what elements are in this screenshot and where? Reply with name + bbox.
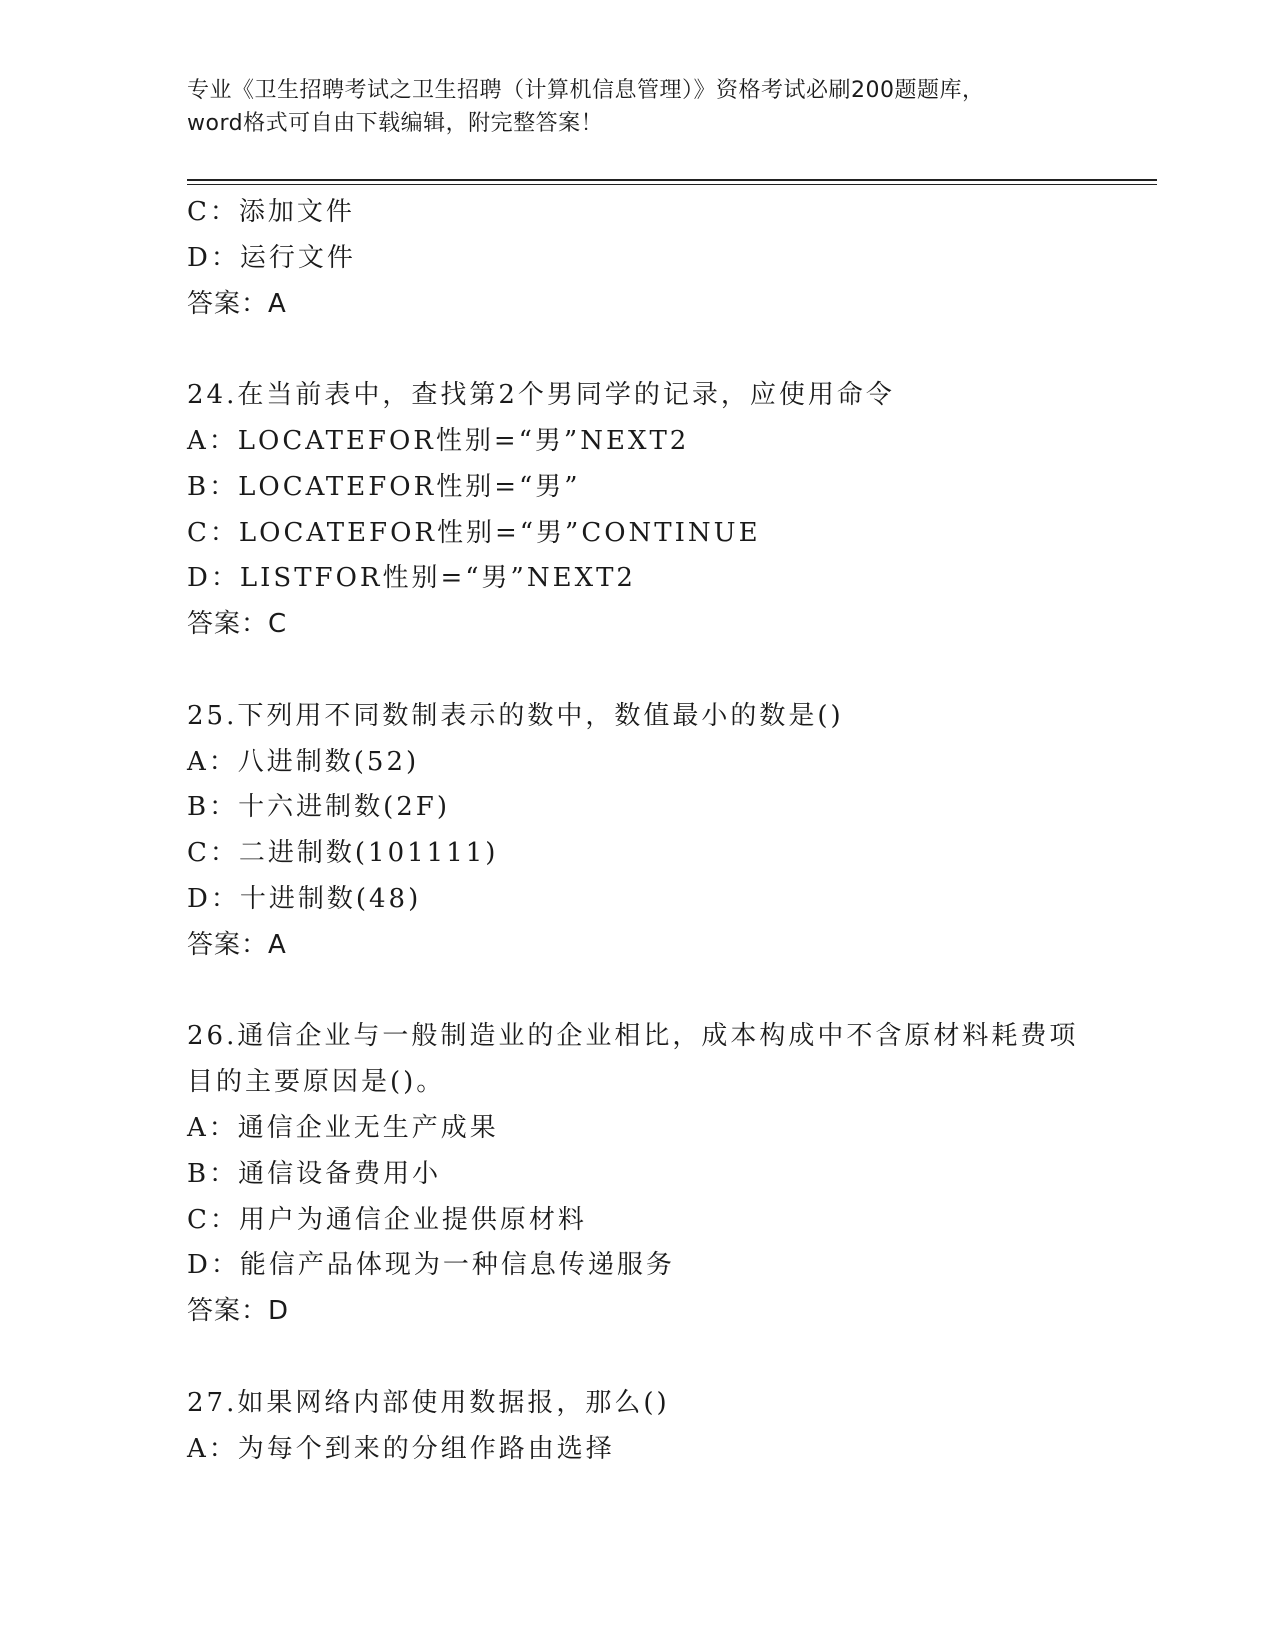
option-a: A：为每个到来的分组作路由选择 — [187, 1433, 615, 1464]
question-stem: 25.下列用不同数制表示的数中，数值最小的数是() — [187, 700, 844, 731]
header-divider-thin — [187, 184, 1157, 185]
answer-line: 答案：A — [187, 929, 287, 960]
option-b: B：通信设备费用小 — [187, 1158, 442, 1189]
question-26 — [187, 1014, 1147, 1335]
header-title-line-1: 专业《卫生招聘考试之卫生招聘（计算机信息管理）》资格考试必刷200题题库， — [187, 78, 985, 103]
option-b: B：LOCATEFOR性别=“男” — [187, 471, 581, 502]
question-24 — [187, 373, 1147, 648]
spacer — [187, 969, 1147, 1015]
option-c: C：二进制数(101111) — [187, 838, 499, 869]
spacer — [187, 648, 1147, 694]
question-stem: 26.通信企业与一般制造业的企业相比，成本构成中不含原材料耗费项 — [187, 1021, 1079, 1052]
question-23-continuation — [187, 190, 1147, 327]
option-a: A：LOCATEFOR性别=“男”NEXT2 — [187, 425, 690, 456]
spacer — [187, 1335, 1147, 1381]
question-25 — [187, 694, 1147, 969]
option-c: C：添加文件 — [187, 197, 355, 227]
question-stem: 27.如果网络内部使用数据报，那么() — [187, 1387, 670, 1418]
option-a: A：八进制数(52) — [187, 746, 420, 777]
answer-line: 答案：C — [187, 609, 288, 640]
answer-line: 答案：D — [187, 1296, 290, 1327]
option-d: D：能信产品体现为一种信息传递服务 — [187, 1250, 675, 1281]
spacer — [187, 327, 1147, 373]
option-d: D：十进制数(48) — [187, 883, 422, 914]
question-stem: 24.在当前表中，查找第2个男同学的记录，应使用命令 — [187, 380, 895, 411]
question-list — [187, 190, 1147, 1472]
option-b: B：十六进制数(2F) — [187, 792, 450, 823]
option-c: C：用户为通信企业提供原材料 — [187, 1204, 587, 1235]
header-title-line-2: word格式可自由下载编辑，附完整答案！ — [187, 111, 604, 136]
option-a: A：通信企业无生产成果 — [187, 1112, 499, 1143]
header-divider-thick — [187, 179, 1157, 181]
question-stem-continued: 目的主要原因是()。 — [187, 1067, 446, 1098]
question-27 — [187, 1381, 1147, 1473]
document-header — [187, 74, 1087, 140]
option-d: D：LISTFOR性别=“男”NEXT2 — [187, 563, 636, 594]
answer-line: 答案：A — [187, 288, 287, 319]
option-d: D：运行文件 — [187, 242, 356, 273]
option-c: C：LOCATEFOR性别=“男”CONTINUE — [187, 517, 761, 548]
